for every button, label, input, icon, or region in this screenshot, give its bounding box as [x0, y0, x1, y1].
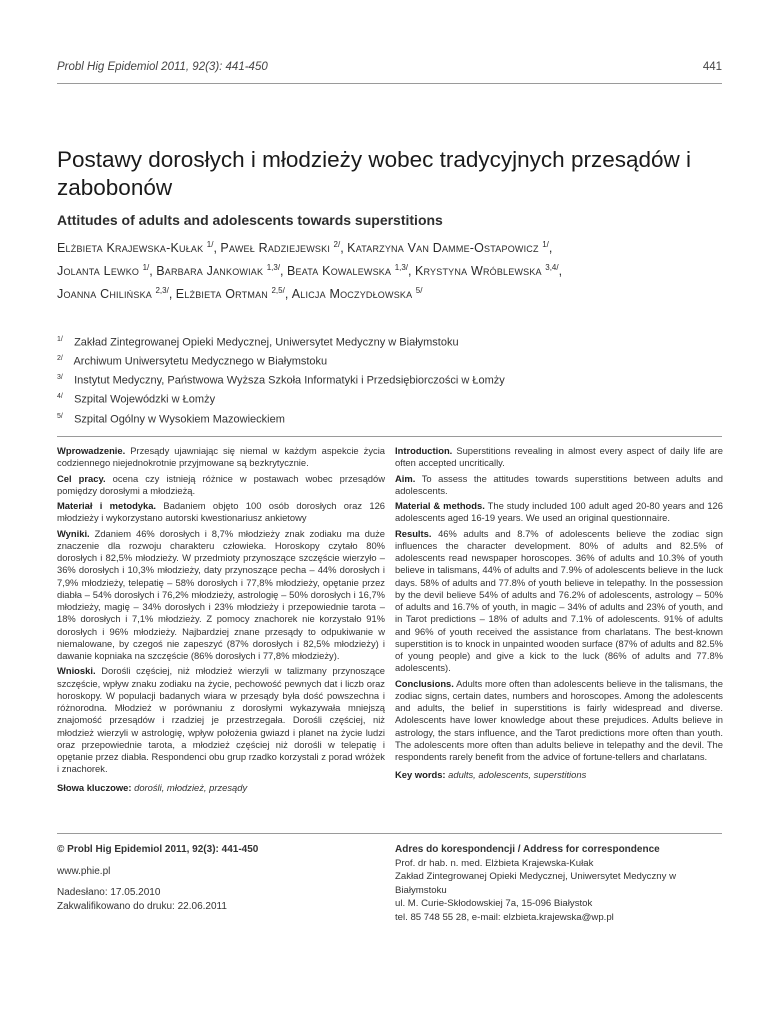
author-name: Elżbieta Ortman	[175, 287, 268, 302]
affiliation-item	[57, 389, 722, 408]
author-separator: ,	[168, 287, 176, 302]
journal-website-link[interactable]: www.phie.pl	[57, 865, 111, 877]
correspondence-street: ul. M. Curie-Skłodowskiej 7a, 15-096 Białystok	[395, 898, 593, 909]
abstract-section-text: Badaniem objęto 100 osób dorosłych oraz 126 młodzieży i wykorzystano autorski kwestionariusz ankietowy	[57, 500, 386, 524]
page-number: 441	[702, 61, 722, 73]
keywords	[57, 782, 385, 794]
abstract-section	[395, 500, 723, 525]
author-name: Krystyna Wróblewska	[414, 264, 542, 279]
abstract-section	[395, 473, 723, 498]
keywords-text: adults, adolescents, superstitions	[448, 769, 587, 781]
abstract-section-label: Wprowadzenie.	[57, 445, 126, 456]
article-title: Postawy dorosłych i młodzieży wobec tradycyjnych przesądów i zabobonów	[57, 147, 692, 200]
abstract-section	[57, 473, 385, 498]
header-divider	[57, 83, 722, 84]
author-separator: ,	[284, 287, 292, 302]
affiliation-text: Instytut Medyczny, Państwowa Wyższa Szkoła Informatyki i Przedsiębiorczości w Łomży	[74, 374, 505, 387]
abstract-section	[57, 445, 385, 470]
author-separator: ,	[280, 264, 287, 279]
author-name: Jolanta Lewko	[57, 264, 140, 279]
author-affiliation-marker: 1/	[142, 263, 150, 273]
author-row	[57, 281, 722, 304]
author-separator: ,	[548, 241, 553, 256]
abstract-section-label: Wyniki.	[57, 527, 90, 539]
abstract-section-label: Cel pracy.	[57, 472, 106, 484]
author-separator: ,	[213, 241, 221, 256]
abstract-section-text: ocena czy istnieją różnice w postawach wobec przesądów pomiędzy dorosłymi a młodzieżą.	[57, 472, 385, 496]
abstract-section-label: Conclusions.	[395, 677, 454, 689]
abstract-section-text: The study included 100 adult aged 20-80 years and 126 adolescents aged 16-19 years. We used an original questionnaire.	[395, 500, 723, 524]
acceptance-date: Zakwalifikowano do druku: 22.06.2011	[57, 900, 227, 912]
submission-date: Nadesłano: 17.05.2010	[57, 887, 161, 898]
running-header	[57, 61, 722, 77]
abstract-section-label: Introduction.	[395, 445, 453, 456]
abstract-section-label: Aim.	[395, 472, 416, 484]
affiliation-number: 3/	[57, 374, 63, 382]
author-affiliation-marker: 2,3/	[155, 286, 169, 296]
author-row	[57, 258, 722, 281]
abstract-section-text: To assess the attitudes towards superstitions between adults and adolescents.	[395, 472, 723, 496]
author-separator: ,	[558, 264, 563, 279]
abstract-section-text: Adults more often than adolescents believe in the talismans, the zodiac signs, certain dates, numbers and horoscopes. Among the adolescents and adults, the belief in superstitions is fairly widespread and diverse. Adolescents have lower knowledge about these prejudices. Adults believe in astrology, the stars influence, and the Tarot predictions more often than youth. The adolescents more often than adults believe in telepathy and the devil. The respondents rarely benefit from the advice of fortune-tellers and charlatans.	[395, 677, 723, 762]
abstract-section-text: Superstitions revealing in almost every aspect of daily life are often accepted uncritically.	[395, 445, 723, 469]
abstract-section	[57, 500, 385, 525]
copyright-citation: © Probl Hig Epidemiol 2011, 92(3): 441-450	[57, 844, 259, 855]
abstract-section	[57, 665, 385, 775]
affiliation-text: Zakład Zintegrowanej Opieki Medycznej, Uniwersytet Medyczny w Białymstoku	[74, 336, 459, 349]
abstract-section-text: 46% adults and 8.7% of adolescents believe the zodiac sign influences the character development. 80% of adults and 82.5% of adolescents read newspaper horoscopes. 36% of adults and 10.3% of youth believe in talismans, 44% of adults and 7.9% of adolescents believe in the luck days. 58% of adults and 77.8% of youth believe in telepathy. In the possession by the devil believe 54% of adults and 76.2% of adolescents, astrology – 50% of adults and 16.7% of youth, in magic – 34% of adults and 23% of youth, and in Tarot predictions – 18% of adults and 7.1% of adolescents. 91% of adults and 96% of youth received the assistance from charlatans. The best-known superstition is to knock in unpainted wooden surface (87% of adults and 82.5% of young people) and give a kick to the luck (86% of adults and 77.8% adolescents).	[395, 527, 724, 674]
abstract-polish	[57, 445, 385, 797]
keywords	[395, 769, 723, 781]
correspondence-institution: Zakład Zintegrowanej Opieki Medycznej, Uniwersytet Medyczny w Białymstoku	[395, 871, 676, 896]
author-affiliation-marker: 1,3/	[394, 263, 409, 273]
author-row	[57, 235, 722, 258]
affiliation-list	[57, 332, 722, 428]
author-affiliation-marker: 1/	[206, 240, 214, 249]
author-name: Katarzyna Van Damme-Ostapowicz	[347, 241, 539, 256]
affiliation-item	[57, 370, 722, 389]
affiliation-text: Szpital Ogólny w Wysokiem Mazowieckiem	[74, 413, 285, 426]
abstract-section	[395, 445, 723, 470]
abstract-section-label: Materiał i metodyka.	[57, 500, 157, 511]
correspondence-heading: Adres do korespondencji / Address for correspondence	[395, 844, 660, 855]
affiliation-number: 5/	[57, 412, 63, 420]
article-page	[57, 0, 722, 1024]
affiliation-item	[57, 332, 722, 351]
author-affiliation-marker: 1/	[542, 240, 549, 249]
author-list	[57, 235, 722, 304]
author-name: Paweł Radziejewski	[220, 241, 331, 256]
keywords-label: Key words:	[395, 769, 446, 781]
author-name: Elżbieta Krajewska-Kułak	[57, 241, 204, 256]
article-subtitle: Attitudes of adults and adolescents towards superstitions	[57, 212, 443, 228]
abstract-section-text: Dorośli częściej, niż młodzież wierzyli w talizmany przynoszące szczęście, wpływ znaku zodiaku na życie, pechowość pewnych dat i liczb oraz horoskopy. W populacji badanych wiara w przesądy była dość powszechna i różnorodna. Młodzież w porównaniu z dorosłymi wykazywała mniejszą znajomość przesądów i rzadziej je przestrzegała. Dorośli częściej, niż młodzież wierzyli w astrologię, wpływ położenia gwiazd i planet na życie ludzi oraz przepowiednie tarota, a młodzież częściej niż dorośli w telepatię i opętanie przez diabła. Respondenci obu grup rzadko korzystali z porad wróżek i znachorek.	[57, 665, 385, 775]
affiliation-item	[57, 409, 722, 428]
author-affiliation-marker: 2,5/	[271, 286, 285, 296]
abstract-section-label: Wnioski.	[57, 665, 96, 677]
abstract-english	[395, 445, 723, 785]
abstract-section-label: Results.	[395, 527, 432, 539]
correspondence-name: Prof. dr hab. n. med. Elżbieta Krajewska-Kułak	[395, 857, 594, 869]
abstract-section-text: Przesądy ujawniając się niemal w każdym aspekcie życia codziennego niejednokrotnie przyjmowane są bezkrytycznie.	[57, 445, 385, 469]
author-name: Alicja Moczydłowska	[291, 287, 413, 302]
affiliation-text: Szpital Wojewódzki w Łomży	[74, 394, 216, 407]
journal-citation: Probl Hig Epidemiol 2011, 92(3): 441-450	[57, 61, 268, 73]
abstract-section-text: Zdaniem 46% dorosłych i 8,7% młodzieży znak zodiaku ma duże znaczenie dla rozwoju charakteru człowieka. Horoskopy czytało 80% dorosłych i 82,5% młodzieży. W przedmioty przynoszące szczęście wierzyło – 36% dorosłych i 10,3% młodzieży, daty przynoszące pecha – 44% dorosłych i 7,9% młodzieży, telepatię – 58% dorosłych i 77,8% młodzieży, opętanie przez diabła – 54% dorosłych i 76,2% młodzieży, astrologię – 50% dorosłych i 16,7% młodzieży, magię – 34% dorosłych i 23% młodzieży i przepowiednie tarota – 18% dorosłych i 7,1% młodzieży. Z pomocy znachorek nie korzystało 91% dorosłych i 96% młodzieży. Najbardziej znane przesądy to odpukiwanie w niemalowane, by czegoś nie zapeszyć (87% dorosłych i 82,5% młodzieży) i dawanie kopniaka na szczęście (86% dorosłych i 77,8% młodzieży).	[57, 527, 385, 661]
keywords-label: Słowa kluczowe:	[57, 781, 132, 793]
abstract-section-label: Material & methods.	[395, 500, 485, 511]
affiliation-number: 4/	[57, 393, 63, 401]
affiliation-item	[57, 351, 722, 370]
affiliation-number: 2/	[57, 355, 63, 363]
author-separator: ,	[340, 241, 348, 256]
abstract-box	[57, 436, 722, 834]
keywords-text: dorośli, młodzież, przesądy	[134, 781, 248, 793]
abstract-section	[57, 528, 385, 663]
author-name: Joanna Chilińska	[57, 287, 152, 302]
author-name: Beata Kowalewska	[287, 264, 392, 279]
author-separator: ,	[408, 264, 415, 279]
author-affiliation-marker: 1,3/	[266, 263, 281, 273]
correspondence-contact: tel. 85 748 55 28, e-mail: elzbieta.krajewska@wp.pl	[395, 911, 614, 923]
author-affiliation-marker: 2/	[333, 240, 341, 249]
author-separator: ,	[149, 264, 157, 279]
affiliation-number: 1/	[57, 336, 63, 343]
affiliation-text: Archiwum Uniwersytetu Medycznego w Białymstoku	[73, 355, 328, 368]
publication-info	[57, 843, 377, 913]
author-affiliation-marker: 3,4/	[545, 263, 559, 273]
correspondence-address	[395, 843, 723, 924]
abstract-section	[395, 678, 723, 764]
author-affiliation-marker: 5/	[415, 286, 423, 296]
author-name: Barbara Jankowiak	[156, 264, 264, 279]
abstract-section	[395, 528, 723, 675]
